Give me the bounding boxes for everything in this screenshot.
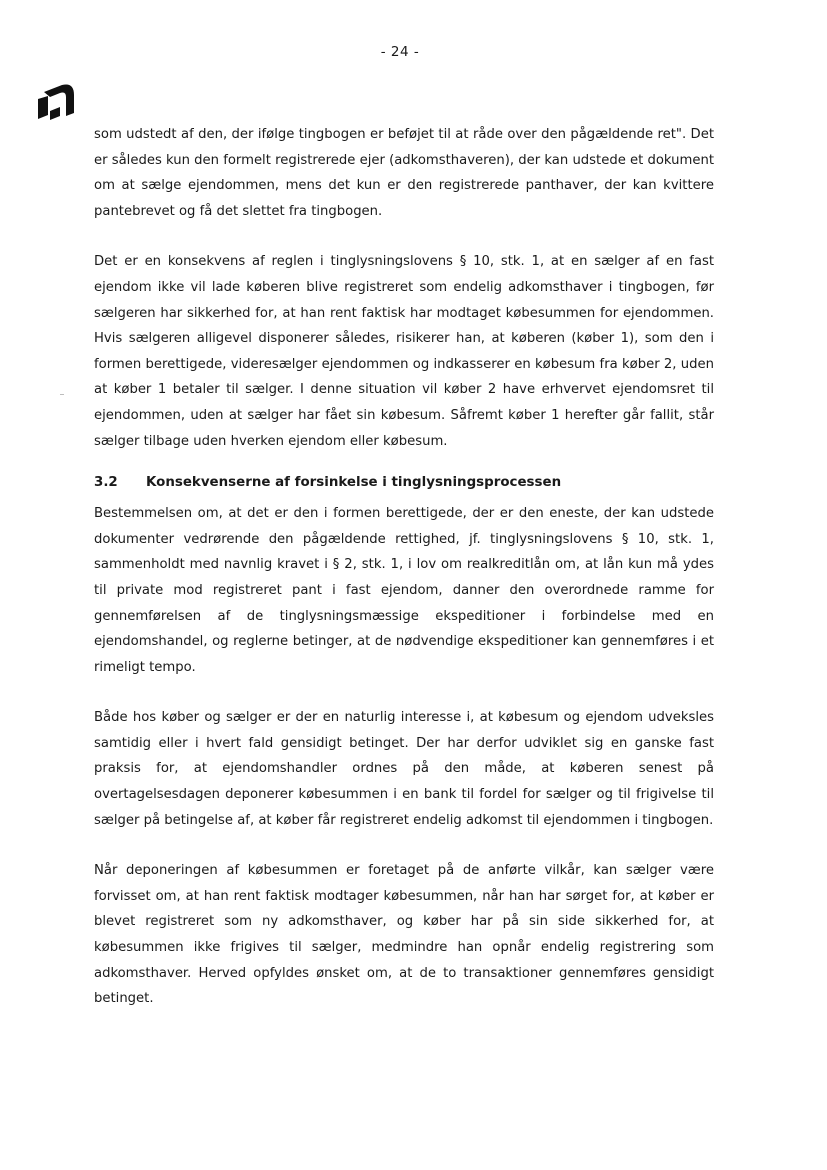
section-number: 3.2 — [94, 475, 118, 491]
page-number: - 24 - — [380, 44, 420, 60]
margin-mark — [60, 394, 64, 395]
document-body — [94, 122, 714, 1037]
body-paragraph: Både hos køber og sælger er der en naturlig interesse i, at købesum og ejendom udveksles samtidig eller i hvert fald gensidigt betinget. Der har derfor udviklet sig en ganske fast praksis for, at ejendomshandler ordnes på den måde, at køberen senest på overtagelsesdagen deponerer købesummen i en bank til fordel for sælger og til frigivelse til sælger på betingelse af, at køber får registreret endelig adkomst til ejendommen i tingbogen. — [94, 710, 714, 828]
body-paragraph: som udstedt af den, der ifølge tingbogen er beføjet til at råde over den pågældende ret". Det er således kun den formelt registrerede ejer (adkomsthaveren), der kan udstede et dokument om at sælge ejendommen, mens det kun er den registrerede panthaver, der kan kvittere pantebrevet og få det slettet fra tingbogen. — [94, 127, 714, 219]
body-paragraph: Bestemmelsen om, at det er den i formen berettigede, der er den eneste, der kan udstede dokumenter vedrørende den pågældende rettighed, jf. tinglysningslovens § 10, stk. 1, sammenholdt med navnlig kravet i § 2, stk. 1, i lov om realkreditlån om, at lån kun må ydes til private mod registreret pant i fast ejendom, danner den overordnede ramme for gennemførelsen af de tinglysningsmæssige ekspeditioner i forbindelse med en ejendomshandel, og reglerne betinger, at de nødvendige ekspeditioner kan gennemføres i et rimeligt tempo. — [94, 506, 714, 675]
section-title: Konsekvenserne af forsinkelse i tinglysningsprocessen — [146, 475, 562, 491]
publisher-logo-icon — [36, 82, 78, 122]
body-paragraph: Det er en konsekvens af reglen i tinglysningslovens § 10, stk. 1, at en sælger af en fast ejendom ikke vil lade køberen blive registreret som endelig adkomsthaver i tingbogen, før sælgeren har sikkerhed for, at han rent faktisk har modtaget købesummen for ejendommen. Hvis sælgeren alligevel disponerer således, risikerer han, at køberen (køber 1), som den i formen berettigede, videresælger ejendommen og indkasserer en købesum fra køber 2, uden at køber 1 betaler til sælger. I denne situation vil køber 2 have erhvervet ejendomsret til ejendommen, uden at sælger har fået sin købesum. Såfremt køber 1 herefter går fallit, står sælger tilbage uden hverken ejendom eller købesum. — [94, 254, 714, 449]
body-paragraph: Når deponeringen af købesummen er foretaget på de anførte vilkår, kan sælger være forvisset om, at han rent faktisk modtager købesummen, når han har sørget for, at køber er blevet registreret som ny adkomsthaver, og køber har på sin side sikkerhed for, at købesummen ikke frigives til sælger, medmindre han opnår endelig registrering som adkomsthaver. Herved opfyldes ønsket om, at de to transaktioner gennemføres gensidigt betinget. — [94, 863, 714, 1007]
section-heading — [94, 470, 714, 495]
